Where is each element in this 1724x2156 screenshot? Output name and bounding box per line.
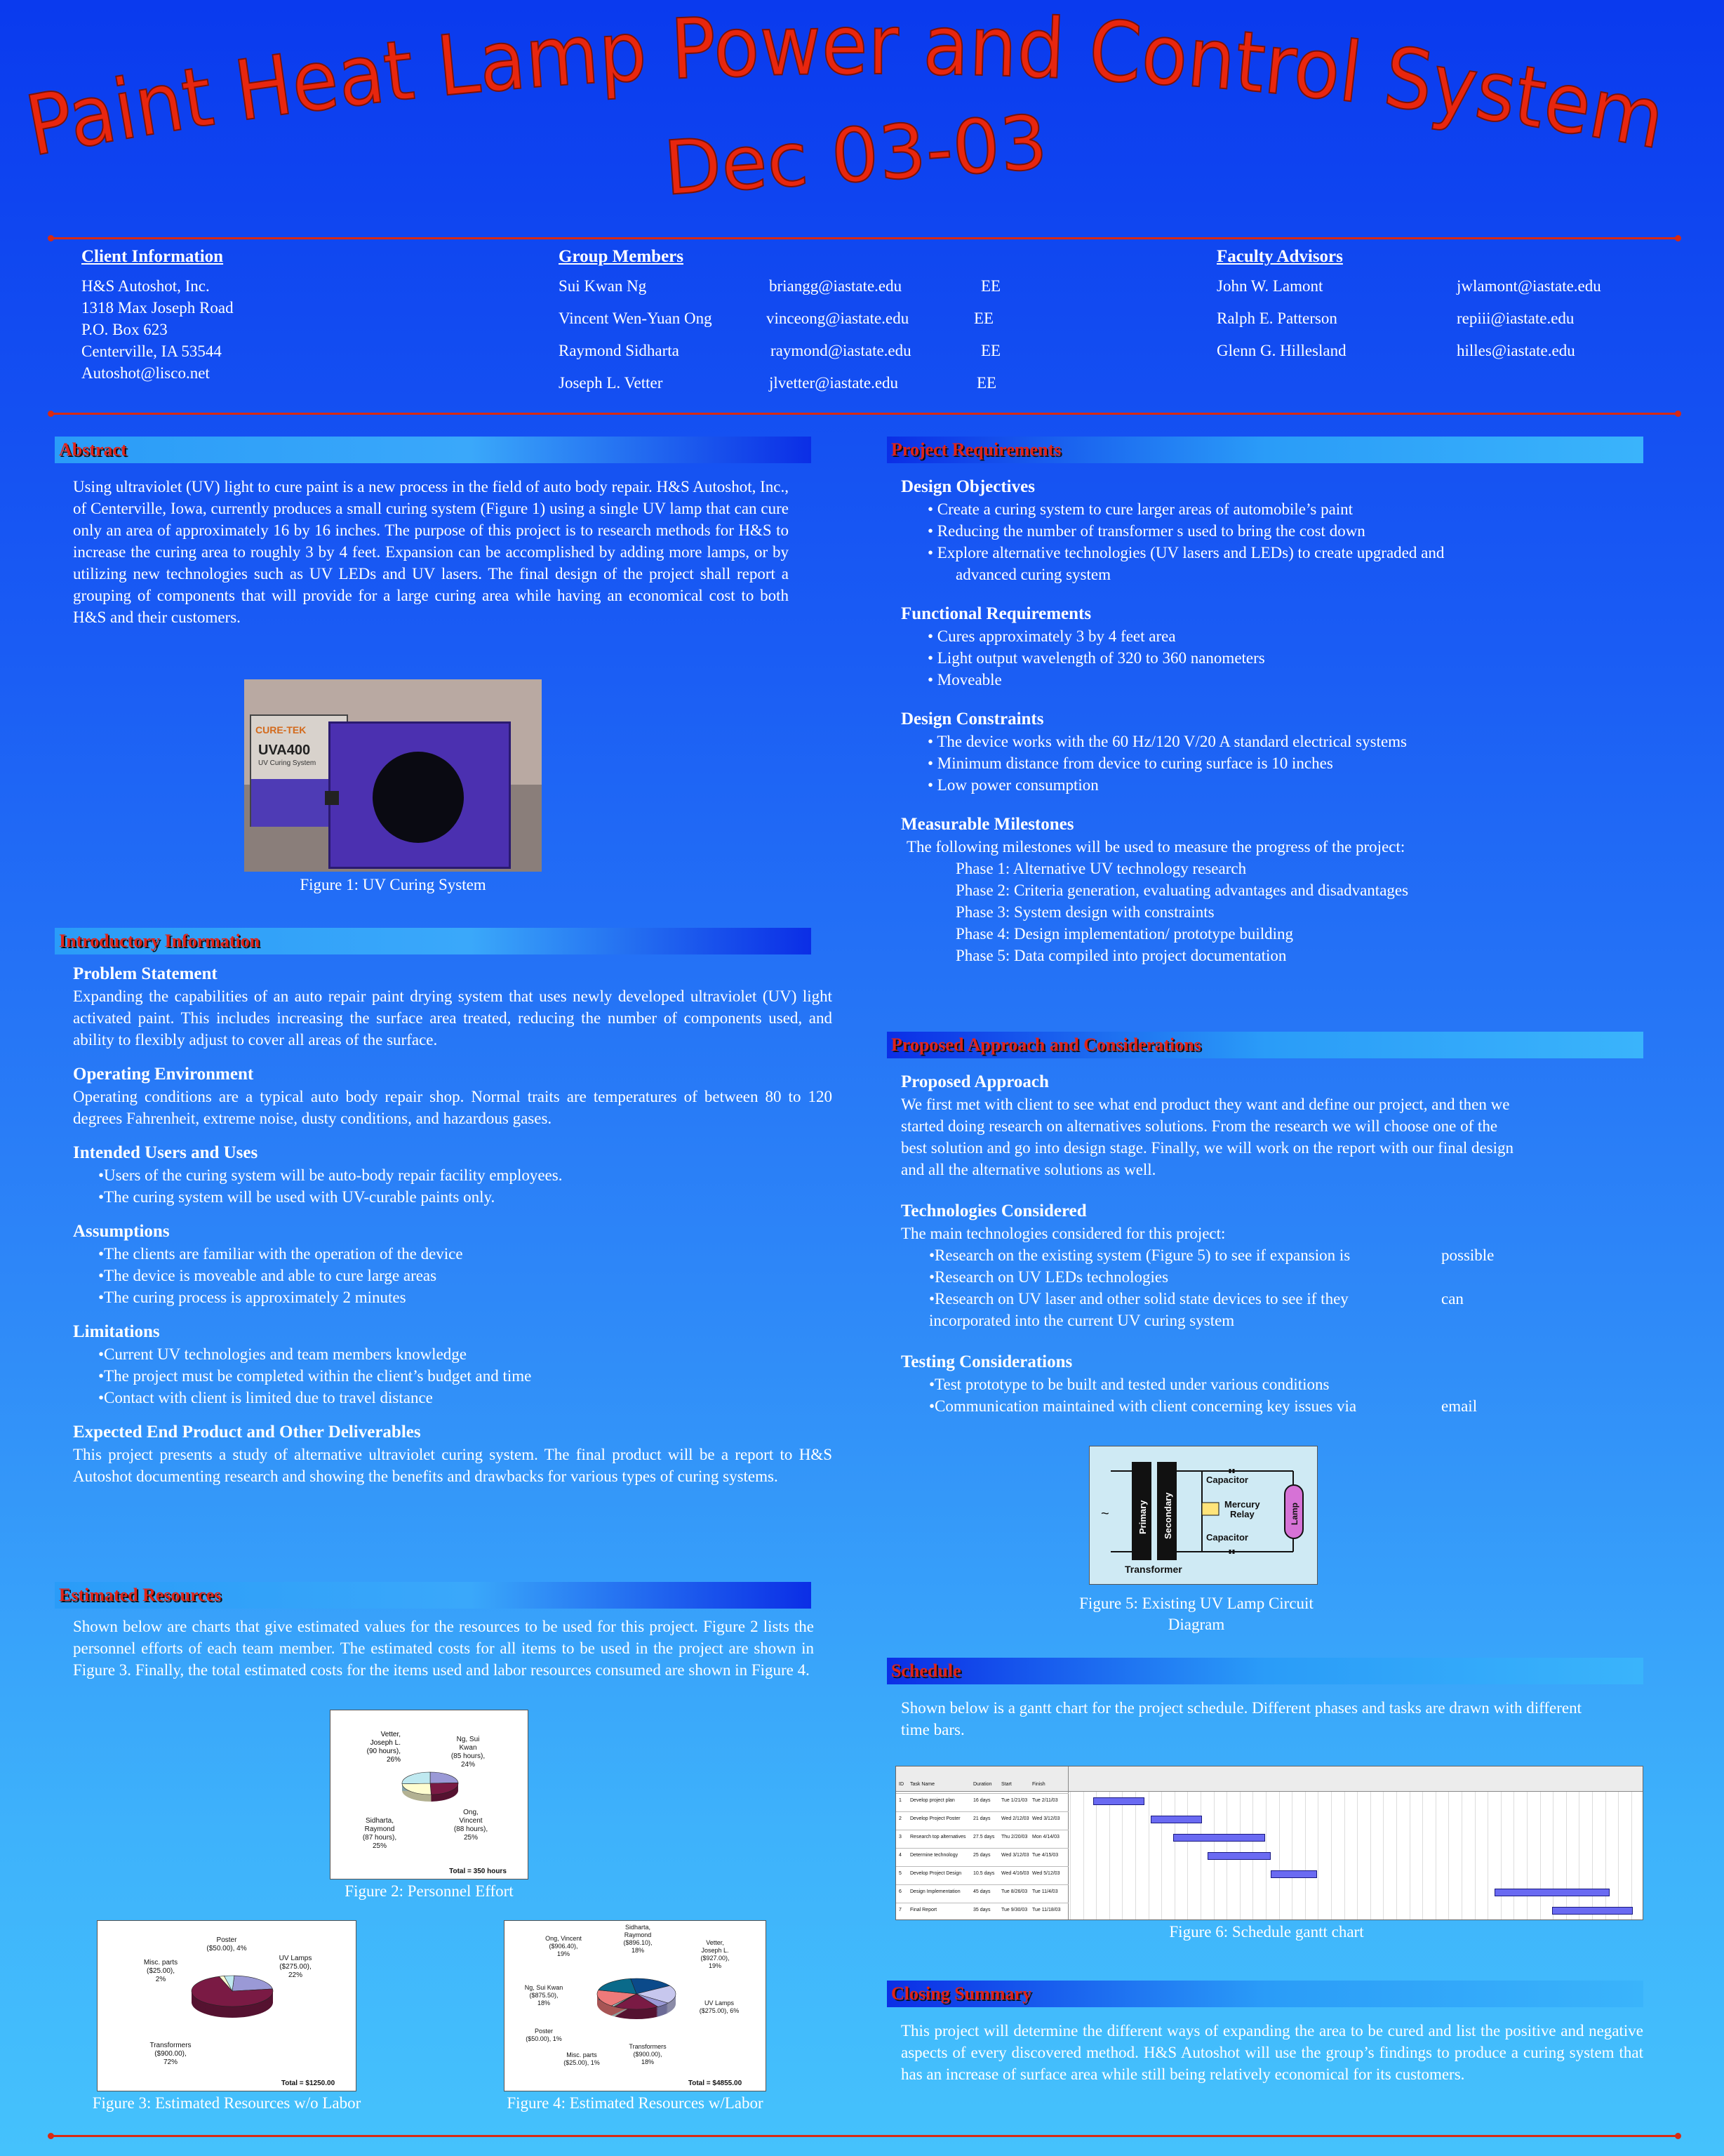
gantt-cell: 21 days	[973, 1816, 991, 1821]
users-heading: Intended Users and Uses	[73, 1143, 258, 1162]
gantt-cell: 10.5 days	[973, 1871, 995, 1876]
gantt-gridline	[1161, 1792, 1162, 1920]
fig5-caption-line: Figure 5: Existing UV Lamp Circuit	[1079, 1595, 1314, 1612]
list-item: •Research on UV LEDs technologies	[929, 1268, 1169, 1286]
testing-heading: Testing Considerations	[901, 1352, 1073, 1371]
list-item: •The clients are familiar with the operation of the device	[98, 1245, 463, 1263]
gantt-gridline	[1122, 1792, 1123, 1920]
pie-slice	[232, 1976, 272, 1991]
list-item: • Minimum distance from device to curing surface is 10 inches	[928, 754, 1333, 772]
gantt-gridline	[1422, 1792, 1423, 1920]
resources-pie	[98, 1921, 356, 2091]
list-item: • Reducing the number of transformer s used to bring the cost down	[928, 522, 1365, 540]
gantt-task-row	[896, 1866, 1069, 1884]
gantt-bar	[1151, 1816, 1203, 1823]
technologies-intro: The main technologies considered for this project:	[901, 1225, 1226, 1242]
resources-labor-pie	[504, 1921, 766, 2091]
gantt-gridline	[1527, 1792, 1528, 1920]
abstract-heading: Abstract	[55, 437, 811, 463]
gantt-cell: Develop Project Design	[910, 1871, 962, 1876]
fig4-caption: Figure 4: Estimated Resources w/Labor	[507, 2094, 763, 2112]
list-item: •Communication maintained with client concerning key issues via email	[929, 1397, 1478, 1415]
gantt-gridline	[1109, 1792, 1110, 1920]
requirements-body	[901, 476, 1687, 966]
list-item: •The project must be completed within the client’s budget and time	[98, 1367, 532, 1385]
schedule-heading: Schedule	[887, 1658, 1643, 1684]
gantt-bar	[1173, 1834, 1265, 1842]
approach-heading: Proposed Approach and Considerations	[887, 1032, 1643, 1058]
closing-heading: Closing Summary	[887, 1981, 1643, 2007]
gantt-cell: 35 days	[973, 1908, 991, 1912]
milestone-item: Phase 1: Alternative UV technology research	[956, 860, 1247, 877]
pie-slice	[430, 1772, 458, 1783]
intro-body	[73, 963, 832, 1487]
pie-slices	[597, 1978, 676, 2019]
fig1-caption: Figure 1: UV Curing System	[300, 876, 486, 893]
gantt-cell: Develop Project Poster	[910, 1816, 961, 1821]
environment-heading: Operating Environment	[73, 1065, 254, 1084]
gantt-cell: Determine technology	[910, 1853, 958, 1858]
secondary-label: Secondary	[1163, 1492, 1173, 1539]
pie-label: UV Lamps ($275.00), 22%	[279, 1955, 312, 1979]
bottom-rule	[51, 2135, 1678, 2137]
pie-total: Total = $1250.00	[281, 2080, 335, 2087]
milestone-item: Phase 4: Design implementation/ prototype building	[956, 925, 1294, 943]
poster-title	[0, 0, 1724, 225]
pie-slices	[402, 1772, 458, 1802]
gantt-task-row	[896, 1903, 1069, 1920]
list-item: •The device is moveable and able to cure large areas	[98, 1267, 437, 1284]
gantt-gridline	[1605, 1792, 1606, 1920]
pie-label: Ng, Sui Kwan ($875.50), 18%	[524, 1984, 563, 2007]
gantt-cell: Wed 3/12/03	[1032, 1816, 1060, 1821]
resources-heading: Estimated Resources	[55, 1582, 811, 1609]
client-line: 1318 Max Joseph Road	[81, 299, 234, 317]
pie-total: Total = 350 hours	[449, 1868, 507, 1875]
capacitor-label-bottom: Capacitor	[1206, 1532, 1248, 1543]
list-item: • Moveable	[928, 671, 1002, 688]
list-item: • The device works with the 60 Hz/120 V/20 A standard electrical systems	[928, 733, 1408, 750]
primary-label: Primary	[1137, 1500, 1148, 1534]
list-item: advanced curing system	[956, 566, 1111, 583]
gantt-cell: Research top alternatives	[910, 1835, 966, 1839]
pie-label: Vetter, Joseph L. (90 hours), 26%	[366, 1731, 401, 1764]
pie-label: Poster ($50.00), 4%	[206, 1936, 247, 1952]
gantt-cell: Wed 2/12/03	[1001, 1816, 1029, 1821]
gantt-bar	[1271, 1870, 1316, 1878]
fig4-chart	[504, 1920, 766, 2091]
gantt-gridline	[1513, 1792, 1514, 1920]
list-item: • Explore alternative technologies (UV lasers and LEDs) to create upgraded and	[928, 544, 1445, 561]
gantt-task-row	[896, 1848, 1069, 1866]
client-line: P.O. Box 623	[81, 321, 168, 338]
gantt-task-row	[896, 1811, 1069, 1830]
gantt-task-table	[896, 1766, 1069, 1920]
gantt-gridline	[1383, 1792, 1384, 1920]
gantt-cell: Wed 3/12/03	[1001, 1853, 1029, 1858]
gantt-gridline	[1370, 1792, 1371, 1920]
gantt-cell: 6	[899, 1889, 902, 1894]
gantt-header-row	[896, 1782, 1069, 1792]
gantt-task-row	[896, 1830, 1069, 1848]
gantt-gridline	[1618, 1792, 1619, 1920]
fig3-caption: Figure 3: Estimated Resources w/o Labor	[92, 2094, 361, 2112]
gantt-gridline	[1631, 1792, 1632, 1920]
client-info	[81, 247, 234, 384]
gantt-column-header: Start	[1001, 1782, 1012, 1787]
pie-slices	[192, 1976, 273, 2018]
list-item: • Light output wavelength of 320 to 360 nanometers	[928, 649, 1265, 667]
gantt-gridline	[1305, 1792, 1306, 1920]
list-item: •Users of the curing system will be auto-body repair facility employees.	[98, 1166, 563, 1184]
group-members	[559, 247, 1092, 404]
gantt-bar	[1093, 1797, 1145, 1805]
pie-label: UV Lamps ($275.00), 6%	[699, 1999, 740, 2014]
list-item: •Current UV technologies and team members knowledge	[98, 1345, 467, 1363]
pie-label: Sidharta, Raymond (87 hours), 25%	[362, 1817, 397, 1850]
gantt-cell: Develop project plan	[910, 1798, 955, 1803]
approach-body	[901, 1071, 1687, 1417]
deliverables-heading: Expected End Product and Other Deliverables	[73, 1423, 421, 1442]
limitations-heading: Limitations	[73, 1322, 160, 1341]
transformer-label: Transformer	[1125, 1564, 1182, 1575]
fig5-circuit-diagram	[1089, 1446, 1318, 1585]
assumptions-heading: Assumptions	[73, 1222, 170, 1241]
proposed-heading: Proposed Approach	[901, 1072, 1049, 1091]
client-line: Centerville, IA 53544	[81, 342, 222, 360]
gantt-cell: Tue 1/21/03	[1001, 1798, 1028, 1803]
gantt-gridline	[1396, 1792, 1397, 1920]
problem-heading: Problem Statement	[73, 964, 218, 983]
client-line: H&S Autoshot, Inc.	[81, 277, 210, 295]
title-line2: Dec 03-03	[661, 99, 1050, 212]
milestone-item: Phase 3: System design with constraints	[956, 903, 1215, 921]
gantt-gridline	[1331, 1792, 1332, 1920]
deliverables-text: This project presents a study of alternative ultraviolet curing system. The final product will be a report to H&S Autoshot documenting research and showing the benefits and drawbacks for various types of curing systems.	[73, 1446, 832, 1485]
gantt-cell: Thu 2/20/03	[1001, 1835, 1028, 1839]
gantt-cell: 7	[899, 1908, 902, 1912]
gantt-cell: Wed 4/16/03	[1001, 1871, 1029, 1876]
gantt-gridline	[1344, 1792, 1345, 1920]
constraints-heading: Design Constraints	[901, 710, 1044, 728]
gantt-cell: Tue 2/11/03	[1032, 1798, 1058, 1803]
gantt-gridline	[1096, 1792, 1097, 1920]
milestones-intro: The following milestones will be used to measure the progress of the project:	[907, 838, 1405, 856]
pie-label: Ong, Vincent ($906.40), 19%	[545, 1935, 582, 1957]
list-item: •Contact with client is limited due to travel distance	[98, 1389, 433, 1406]
pie-slice	[402, 1772, 430, 1784]
list-item: • Cures approximately 3 by 4 feet area	[928, 627, 1176, 645]
fig5-caption-line: Diagram	[1168, 1616, 1225, 1633]
faculty-heading: Faculty Advisors	[1217, 247, 1343, 266]
proposed-text: We first met with client to see what end product they want and define our project, and then we started doing research on alternatives solutions. From the research we will choose one of the best solution and go into design stage. Finally, we will work on the report with our final design and all the alternative solutions as well.	[901, 1096, 1514, 1178]
gantt-gridline	[1070, 1792, 1071, 1920]
fig5-caption	[1038, 1593, 1354, 1635]
gantt-gridline	[1083, 1792, 1084, 1920]
pie-label: Ong, Vincent (88 hours), 25%	[453, 1809, 488, 1842]
gantt-gridline	[1475, 1792, 1476, 1920]
title-line1: Paint Heat Lamp Power and Control System	[18, 0, 1680, 175]
capacitor-label-top: Capacitor	[1206, 1475, 1248, 1485]
pie-label: Transformers ($900.00), 18%	[629, 2043, 667, 2065]
gantt-cell: 1	[899, 1798, 902, 1803]
gantt-gridline	[1566, 1792, 1567, 1920]
client-heading: Client Information	[81, 247, 224, 266]
gantt-cell: Tue 4/15/03	[1032, 1853, 1059, 1858]
middle-rule	[51, 413, 1678, 415]
pie-label: Sidharta, Raymond ($896.10), 18%	[623, 1924, 653, 1954]
pie-label: Vetter, Joseph L. ($927.00), 19%	[700, 1939, 730, 1969]
gantt-column-header: Finish	[1032, 1782, 1045, 1787]
gantt-cell: Tue 9/30/03	[1001, 1908, 1028, 1912]
client-email: Autoshot@lisco.net	[81, 364, 210, 382]
gantt-gridline	[1135, 1792, 1136, 1920]
list-item: •The curing system will be used with UV-curable paints only.	[98, 1188, 495, 1206]
gantt-bar	[1552, 1907, 1633, 1915]
gantt-cell: 27.5 days	[973, 1835, 995, 1839]
gantt-cell: Tue 11/4/03	[1032, 1889, 1058, 1894]
milestones-heading: Measurable Milestones	[901, 815, 1074, 834]
objectives-heading: Design Objectives	[901, 477, 1035, 496]
gantt-column-header: Duration	[973, 1782, 992, 1787]
resources-text: Shown below are charts that give estimated values for the resources to be used for this project. Figure 2 lists the personnel efforts of each team member. The estimated costs for all items to be used in the project are shown in Figure 3. Finally, the total estimated costs for the items used and labor resources consumed are shown in Figure 4.	[73, 1618, 814, 1679]
requirements-heading: Project Requirements	[887, 437, 1643, 463]
member-row: Vincent Wen-Yuan Ong vinceong@iastate.edu EE	[559, 310, 994, 327]
gantt-task-row	[896, 1884, 1069, 1903]
gantt-cell: 4	[899, 1853, 902, 1858]
uv-curing-system-photo: CURE-TEK UVA400 UV Curing System	[244, 679, 542, 872]
member-row: Joseph L. Vetter jlvetter@iastate.edu EE	[559, 374, 997, 392]
list-item: •Research on the existing system (Figure 5) to see if expansion is possible	[929, 1246, 1495, 1264]
schedule-text: Shown below is a gantt chart for the project schedule. Different phases and tasks are drawn with different time bars.	[901, 1699, 1582, 1738]
lamp-label: Lamp	[1290, 1502, 1299, 1525]
gantt-cell: 25 days	[973, 1853, 991, 1858]
gantt-cell: 16 days	[973, 1798, 991, 1803]
list-item: •Research on UV laser and other solid state devices to see if they can	[929, 1290, 1464, 1307]
gantt-cell: 3	[899, 1835, 902, 1839]
gantt-timeline	[1070, 1792, 1643, 1920]
member-row: Raymond Sidharta raymond@iastate.edu EE	[559, 342, 1001, 359]
gantt-column-header: ID	[899, 1782, 904, 1787]
gantt-gridline	[1501, 1792, 1502, 1920]
gantt-cell: Design Implementation	[910, 1889, 961, 1894]
pie-label: Poster ($50.00), 1%	[526, 2028, 562, 2042]
gantt-column-header: Task Name	[910, 1782, 935, 1787]
gantt-cell: 2	[899, 1816, 902, 1821]
pie-total: Total = $4855.00	[688, 2080, 742, 2087]
gantt-cell: Tue 11/18/03	[1032, 1908, 1061, 1912]
gantt-task-row	[896, 1793, 1069, 1811]
gantt-cell: 5	[899, 1871, 902, 1876]
gantt-gridline	[1187, 1792, 1188, 1920]
gantt-cell: Tue 8/26/03	[1001, 1889, 1028, 1894]
advisor-row: John W. Lamont jwlamont@iastate.edu	[1217, 277, 1601, 295]
fig3-chart	[97, 1920, 356, 2091]
gantt-bar	[1208, 1852, 1271, 1860]
pie-label: Ng, Sui Kwan (85 hours), 24%	[450, 1736, 486, 1769]
abstract-text: Using ultraviolet (UV) light to cure paint is a new process in the field of auto body repair. H&S Autoshot, Inc., of Centerville, Iowa, currently produces a small curing system (Figure 1) using a single UV lamp that can cure only an area of approximately 16 by 16 inches. The purpose of this project is to research methods for H&S to increase the curing area to roughly 3 by 4 feet. Expansion can be accomplished by adding more lamps, or by utilizing new technologies such as UV LEDs and UV lasers. The final design of the project shall report a grouping of components that will provide for a large curing area while having an economical cost to both H&S and their customers.	[73, 478, 789, 626]
gantt-gridline	[1540, 1792, 1541, 1920]
fig2-chart	[330, 1710, 528, 1879]
gantt-cell: Final Report	[910, 1908, 937, 1912]
group-heading: Group Members	[559, 247, 683, 266]
gantt-chart	[895, 1766, 1643, 1920]
pie-label: Transformers ($900.00), 72%	[149, 2042, 192, 2066]
closing-text: This project will determine the different ways of expanding the area to be cured and list the positive and negative aspects of every discovered method. H&S Autoshot will use the group’s findings to produce a curing system that has an increase of surface area while still being relatively economical for its customers.	[901, 2022, 1643, 2083]
advisor-row: Ralph E. Patterson repiii@iastate.edu	[1217, 310, 1575, 327]
functional-heading: Functional Requirements	[901, 604, 1092, 623]
technologies-heading: Technologies Considered	[901, 1202, 1087, 1220]
intro-heading: Introductory Information	[55, 928, 811, 954]
member-row: Sui Kwan Ng briangg@iastate.edu EE	[559, 277, 1001, 295]
list-item: incorporated into the current UV curing system	[929, 1312, 1235, 1329]
fig6-caption: Figure 6: Schedule gantt chart	[1169, 1923, 1364, 1941]
gantt-cell: Mon 4/14/03	[1032, 1835, 1060, 1839]
gantt-gridline	[1357, 1792, 1358, 1920]
gantt-gridline	[1592, 1792, 1593, 1920]
circuit-svg	[1090, 1446, 1317, 1584]
relay-label: Mercury	[1224, 1499, 1260, 1510]
advisor-row: Glenn G. Hillesland hilles@iastate.edu	[1217, 342, 1575, 359]
gantt-cell: Wed 5/12/03	[1032, 1871, 1060, 1876]
top-rule	[51, 237, 1678, 239]
problem-text: Expanding the capabilities of an auto repair paint drying system that uses newly developed ultraviolet (UV) light activated paint. This includes increasing the surface area treated, reducing the number of components used, and ability to flexibly adjust to cover all areas of the surface.	[73, 987, 832, 1049]
personnel-pie	[330, 1710, 528, 1879]
pie-label: Misc. parts ($25.00), 1%	[563, 2051, 600, 2066]
list-item: • Create a curing system to cure larger areas of automobile’s paint	[928, 500, 1354, 518]
milestone-item: Phase 2: Criteria generation, evaluating advantages and disadvantages	[956, 881, 1409, 899]
pie-label: Misc. parts ($25.00), 2%	[143, 1959, 178, 1983]
list-item: •The curing process is approximately 2 minutes	[98, 1289, 406, 1306]
gantt-gridline	[1448, 1792, 1449, 1920]
gantt-cell: 45 days	[973, 1889, 991, 1894]
list-item: •Test prototype to be built and tested under various conditions	[929, 1376, 1330, 1393]
gantt-gridline	[1279, 1792, 1280, 1920]
relay-label: Relay	[1230, 1509, 1255, 1519]
ac-source-symbol: ~	[1101, 1506, 1109, 1522]
fig2-caption: Figure 2: Personnel Effort	[345, 1882, 514, 1900]
environment-text: Operating conditions are a typical auto body repair shop. Normal traits are temperatures of between 80 to 120 degrees Fahrenheit, extreme noise, dusty conditions, and hazardous gases.	[73, 1088, 832, 1127]
gantt-bar	[1495, 1889, 1610, 1896]
milestone-item: Phase 5: Data compiled into project documentation	[956, 947, 1287, 964]
faculty-advisors	[1217, 247, 1666, 372]
list-item: • Low power consumption	[928, 776, 1099, 794]
